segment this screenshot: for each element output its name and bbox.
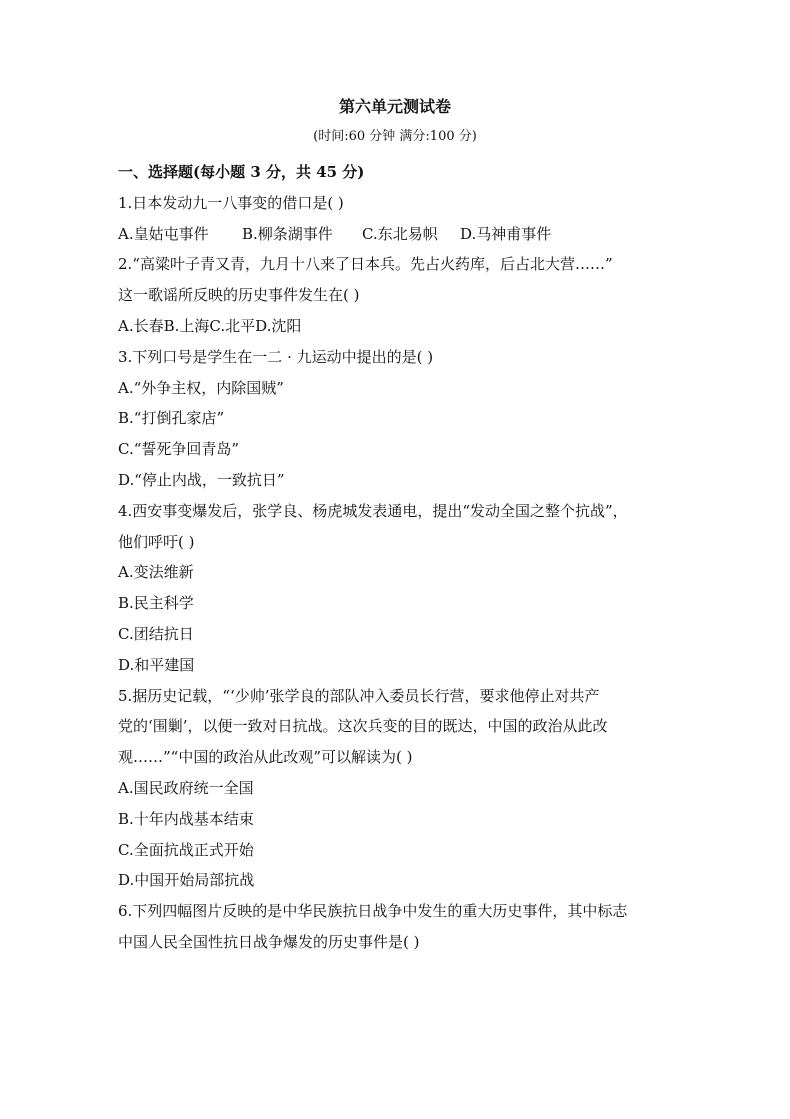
question-1-option-a: A.皇姑屯事件 [118,224,209,243]
question-5-option-d: D.中国开始局部抗战 [118,871,255,890]
question-2-option-d: D.沈阳 [255,316,302,335]
question-1-option-c: C.东北易帜 [362,224,438,243]
question-4-stem-line-2: 他们呼吁( ) [118,532,195,551]
question-6-stem-line-2: 中国人民全国性抗日战争爆发的历史事件是( ) [118,932,420,951]
question-body [118,157,678,958]
question-2-option-a: A.长春 [118,316,164,335]
question-1-option-d: D.马神甫事件 [460,224,552,243]
question-2-options [118,311,678,342]
exam-subtitle: (时间:60 分钟 满分:100 分) [313,129,477,144]
question-2-stem-line-1: 2.“高粱叶子青又青，九月十八来了日本兵。先占火药库，后占北大营……” [118,255,613,274]
question-5-stem-line-3: 观……”“中国的政治从此改观”可以解读为( ) [118,748,413,767]
question-5-stem-line-2: 党的‘围剿’，以便一致对日抗战。这次兵变的目的既达，中国的政治从此改 [118,717,608,736]
page-title: 第六单元测试卷 [338,97,451,116]
question-1-option-b: B.柳条湖事件 [242,224,333,243]
question-2-option-b: B.上海 [163,316,210,335]
question-5-option-a: A.国民政府统一全国 [118,778,254,797]
question-4-option-c: C.团结抗日 [118,624,194,643]
question-3-option-c: C.“誓死争回青岛” [118,440,240,459]
question-3-stem: 3.下列口号是学生在一二 · 九运动中提出的是( ) [118,347,434,366]
section-heading: 一、选择题(每小题 3 分，共 45 分) [118,163,365,181]
question-5-option-c: C.全面抗战正式开始 [118,840,254,859]
question-5-option-b: B.十年内战基本结束 [118,809,254,828]
question-1-stem: 1.日本发动九一八事变的借口是( ) [118,193,344,212]
question-5-stem-line-1: 5.据历史记载，“‘少帅’张学良的部队冲入委员长行营，要求他停止对共产 [118,686,600,705]
question-4-stem-line-1: 4.西安事变爆发后，张学良、杨虎城发表通电，提出“发动全国之整个抗战”， [118,501,628,520]
question-4-option-d: D.和平建国 [118,655,195,674]
question-4-option-a: A.变法维新 [118,563,194,582]
question-3-option-a: A.“外争主权，内除国贼” [118,378,284,397]
question-4-option-b: B.民主科学 [118,594,194,613]
question-1-options [118,219,678,250]
question-3-option-d: D.“停止内战，一致抗日” [118,470,285,489]
question-2-stem-line-2: 这一歌谣所反映的历史事件发生在( ) [118,286,360,305]
question-3-option-b: B.“打倒孔家店” [118,409,225,428]
question-2-option-c: C.北平 [209,316,256,335]
question-6-stem-line-1: 6.下列四幅图片反映的是中华民族抗日战争中发生的重大历史事件，其中标志 [118,902,628,921]
